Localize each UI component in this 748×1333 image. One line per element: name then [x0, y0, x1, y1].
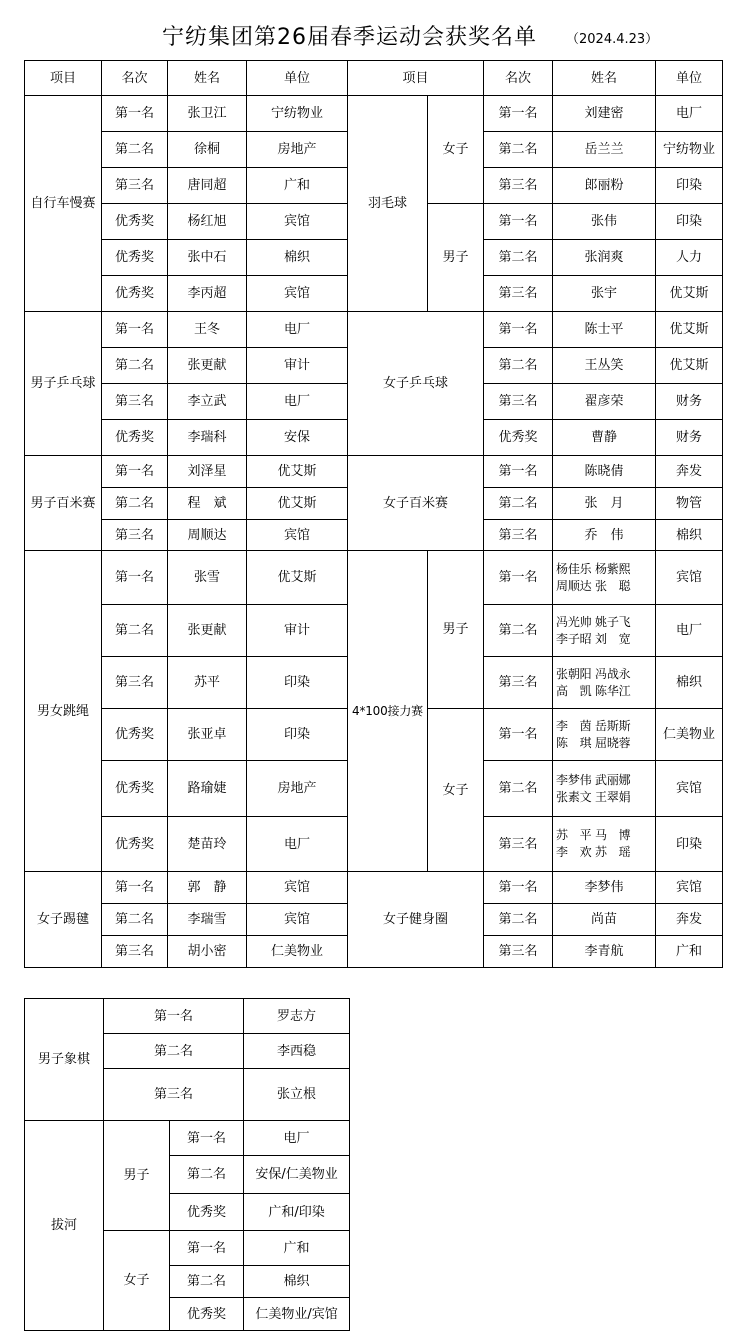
name-cell: 张卫江 — [168, 96, 247, 132]
header-event: 项目 — [25, 61, 102, 96]
rank-cell: 第二名 — [104, 1034, 244, 1069]
name-cell: 王丛笑 — [553, 348, 656, 384]
unit-cell: 棉织 — [656, 520, 723, 551]
name-cell: 张宇 — [553, 276, 656, 312]
main-awards-table — [24, 60, 723, 968]
rank-cell: 优秀奖 — [102, 240, 168, 276]
unit-cell: 仁美物业 — [656, 709, 723, 761]
unit-cell: 电厂 — [244, 1121, 350, 1156]
unit-cell: 宾馆 — [247, 204, 348, 240]
unit-cell: 优艾斯 — [247, 456, 348, 488]
name-cell: 陈士平 — [553, 312, 656, 348]
name-cell: 徐桐 — [168, 132, 247, 168]
unit-cell: 奔发 — [656, 456, 723, 488]
name-cell: 岳兰兰 — [553, 132, 656, 168]
team-names-cell — [553, 761, 656, 817]
name-cell: 张 月 — [553, 488, 656, 520]
table-row — [25, 999, 350, 1034]
table-row — [25, 96, 723, 132]
name-cell: 程 斌 — [168, 488, 247, 520]
unit-cell: 广和 — [244, 1231, 350, 1266]
rank-cell: 第一名 — [102, 96, 168, 132]
unit-cell: 广和/印染 — [244, 1194, 350, 1231]
event-cell: 女子乒乓球 — [348, 312, 484, 456]
rank-cell: 第一名 — [102, 872, 168, 904]
gender-cell: 男子 — [428, 551, 484, 709]
unit-cell: 优艾斯 — [656, 312, 723, 348]
secondary-awards-table — [24, 998, 350, 1331]
name-cell: 李梦伟 — [553, 872, 656, 904]
name-cell: 郭 静 — [168, 872, 247, 904]
rank-cell: 第一名 — [170, 1121, 244, 1156]
rank-cell: 第三名 — [102, 520, 168, 551]
event-cell: 男子乒乓球 — [25, 312, 102, 456]
name-cell: 李丙超 — [168, 276, 247, 312]
unit-cell: 印染 — [656, 168, 723, 204]
event-cell: 4*100接力赛 — [348, 551, 428, 872]
rank-cell: 第三名 — [484, 936, 553, 968]
header-event-right: 项目 — [348, 61, 484, 96]
unit-cell: 棉织 — [244, 1266, 350, 1298]
unit-cell: 房地产 — [247, 132, 348, 168]
rank-cell: 第一名 — [102, 456, 168, 488]
team-names-line: 周顺达 张 聪 — [556, 578, 631, 593]
name-cell: 周顺达 — [168, 520, 247, 551]
unit-cell: 宾馆 — [656, 761, 723, 817]
unit-cell: 宾馆 — [656, 551, 723, 605]
name-cell: 张立根 — [244, 1069, 350, 1121]
unit-cell: 审计 — [247, 348, 348, 384]
rank-cell: 第三名 — [104, 1069, 244, 1121]
rank-cell: 第一名 — [484, 204, 553, 240]
unit-cell: 印染 — [656, 817, 723, 872]
rank-cell: 优秀奖 — [102, 761, 168, 817]
rank-cell: 第一名 — [102, 551, 168, 605]
team-names-line: 冯光帅 姚子飞 — [556, 614, 631, 629]
table-row — [25, 456, 723, 488]
name-cell: 刘建密 — [553, 96, 656, 132]
unit-cell: 宾馆 — [247, 276, 348, 312]
team-names-cell — [553, 551, 656, 605]
unit-cell: 宾馆 — [247, 520, 348, 551]
rank-cell: 第三名 — [484, 520, 553, 551]
name-cell: 曹静 — [553, 420, 656, 456]
rank-cell: 第二名 — [484, 605, 553, 657]
name-cell: 李青航 — [553, 936, 656, 968]
rank-cell: 优秀奖 — [102, 204, 168, 240]
team-names-cell — [553, 657, 656, 709]
rank-cell: 第二名 — [102, 348, 168, 384]
unit-cell: 电厂 — [247, 817, 348, 872]
gender-cell: 男子 — [428, 204, 484, 312]
name-cell: 李瑞科 — [168, 420, 247, 456]
rank-cell: 优秀奖 — [102, 276, 168, 312]
rank-cell: 第二名 — [102, 605, 168, 657]
gender-cell: 男子 — [104, 1121, 170, 1231]
name-cell: 李瑞雪 — [168, 904, 247, 936]
team-names-line: 李 欢 苏 瑶 — [556, 845, 631, 859]
document-title — [0, 20, 748, 52]
name-cell: 楚苗玲 — [168, 817, 247, 872]
rank-cell: 第三名 — [102, 657, 168, 709]
unit-cell: 印染 — [247, 657, 348, 709]
unit-cell: 宾馆 — [247, 904, 348, 936]
unit-cell: 棉织 — [247, 240, 348, 276]
event-cell: 男子百米赛 — [25, 456, 102, 551]
name-cell: 罗志方 — [244, 999, 350, 1034]
unit-cell: 宾馆 — [656, 872, 723, 904]
unit-cell: 仁美物业/宾馆 — [244, 1298, 350, 1331]
unit-cell: 物管 — [656, 488, 723, 520]
rank-cell: 第三名 — [484, 657, 553, 709]
gender-cell: 女子 — [428, 96, 484, 204]
unit-cell: 棉织 — [656, 657, 723, 709]
header-name-right: 姓名 — [553, 61, 656, 96]
name-cell: 王冬 — [168, 312, 247, 348]
name-cell: 李西稳 — [244, 1034, 350, 1069]
title-text: 宁纺集团第26届春季运动会获奖名单 — [162, 25, 537, 50]
event-cell: 女子百米赛 — [348, 456, 484, 551]
team-names-line: 李梦伟 武丽娜 — [556, 772, 631, 787]
table-row — [25, 551, 723, 605]
event-cell: 女子踢毽 — [25, 872, 102, 968]
team-names-line: 张朝阳 冯战永 — [556, 666, 631, 681]
name-cell: 杨红旭 — [168, 204, 247, 240]
team-names-line: 李 茵 岳斯斯 — [556, 718, 631, 733]
name-cell: 乔 伟 — [553, 520, 656, 551]
unit-cell: 电厂 — [247, 384, 348, 420]
table-row — [25, 312, 723, 348]
unit-cell: 印染 — [656, 204, 723, 240]
name-cell: 胡小密 — [168, 936, 247, 968]
event-cell: 女子健身圈 — [348, 872, 484, 968]
gender-cell: 女子 — [428, 709, 484, 872]
table-row — [25, 872, 723, 904]
unit-cell: 优艾斯 — [656, 276, 723, 312]
rank-cell: 第三名 — [484, 276, 553, 312]
unit-cell: 印染 — [247, 709, 348, 761]
rank-cell: 第二名 — [484, 348, 553, 384]
rank-cell: 第二名 — [102, 904, 168, 936]
rank-cell: 第二名 — [170, 1156, 244, 1194]
unit-cell: 宁纺物业 — [247, 96, 348, 132]
rank-cell: 第一名 — [484, 872, 553, 904]
name-cell: 郎丽粉 — [553, 168, 656, 204]
unit-cell: 奔发 — [656, 904, 723, 936]
team-names-cell — [553, 817, 656, 872]
rank-cell: 第二名 — [170, 1266, 244, 1298]
rank-cell: 优秀奖 — [170, 1194, 244, 1231]
title-date: （2024.4.23） — [566, 32, 659, 47]
rank-cell: 第二名 — [102, 488, 168, 520]
header-row — [25, 61, 723, 96]
unit-cell: 财务 — [656, 384, 723, 420]
rank-cell: 第三名 — [102, 384, 168, 420]
unit-cell: 房地产 — [247, 761, 348, 817]
name-cell: 张伟 — [553, 204, 656, 240]
team-names-line: 苏 平 马 博 — [556, 828, 631, 842]
rank-cell: 第二名 — [484, 904, 553, 936]
name-cell: 路瑜婕 — [168, 761, 247, 817]
table-row — [25, 1121, 350, 1156]
rank-cell: 第三名 — [484, 168, 553, 204]
rank-cell: 第三名 — [484, 817, 553, 872]
rank-cell: 优秀奖 — [102, 420, 168, 456]
name-cell: 陈晓倩 — [553, 456, 656, 488]
team-names-line: 张素文 王翠娟 — [556, 789, 631, 804]
unit-cell: 优艾斯 — [656, 348, 723, 384]
header-rank-right: 名次 — [484, 61, 553, 96]
unit-cell: 宾馆 — [247, 872, 348, 904]
name-cell: 唐同超 — [168, 168, 247, 204]
rank-cell: 第二名 — [484, 132, 553, 168]
unit-cell: 宁纺物业 — [656, 132, 723, 168]
name-cell: 张润爽 — [553, 240, 656, 276]
rank-cell: 优秀奖 — [170, 1298, 244, 1331]
header-unit: 单位 — [247, 61, 348, 96]
team-names-cell — [553, 709, 656, 761]
unit-cell: 仁美物业 — [247, 936, 348, 968]
header-rank: 名次 — [102, 61, 168, 96]
unit-cell: 广和 — [656, 936, 723, 968]
gender-cell: 女子 — [104, 1231, 170, 1331]
name-cell: 张更献 — [168, 348, 247, 384]
team-names-line: 高 凯 陈华江 — [556, 683, 631, 698]
name-cell: 苏平 — [168, 657, 247, 709]
unit-cell: 财务 — [656, 420, 723, 456]
rank-cell: 优秀奖 — [102, 817, 168, 872]
unit-cell: 优艾斯 — [247, 551, 348, 605]
event-cell: 男女跳绳 — [25, 551, 102, 872]
team-names-line: 李子昭 刘 宽 — [556, 631, 631, 646]
rank-cell: 第一名 — [484, 551, 553, 605]
rank-cell: 第一名 — [102, 312, 168, 348]
rank-cell: 第二名 — [484, 488, 553, 520]
event-cell: 自行车慢赛 — [25, 96, 102, 312]
rank-cell: 第三名 — [484, 384, 553, 420]
event-cell: 拔河 — [25, 1121, 104, 1331]
rank-cell: 第三名 — [102, 168, 168, 204]
unit-cell: 审计 — [247, 605, 348, 657]
rank-cell: 优秀奖 — [102, 709, 168, 761]
name-cell: 尚苗 — [553, 904, 656, 936]
unit-cell: 电厂 — [247, 312, 348, 348]
unit-cell: 人力 — [656, 240, 723, 276]
event-cell: 羽毛球 — [348, 96, 428, 312]
rank-cell: 第三名 — [102, 936, 168, 968]
rank-cell: 第一名 — [484, 709, 553, 761]
name-cell: 张雪 — [168, 551, 247, 605]
team-names-line: 杨佳乐 杨紫熙 — [556, 561, 631, 576]
unit-cell: 广和 — [247, 168, 348, 204]
unit-cell: 优艾斯 — [247, 488, 348, 520]
rank-cell: 第二名 — [484, 240, 553, 276]
header-unit-right: 单位 — [656, 61, 723, 96]
name-cell: 张更献 — [168, 605, 247, 657]
name-cell: 刘泽星 — [168, 456, 247, 488]
name-cell: 张亚卓 — [168, 709, 247, 761]
unit-cell: 安保/仁美物业 — [244, 1156, 350, 1194]
rank-cell: 第一名 — [484, 456, 553, 488]
rank-cell: 第一名 — [484, 96, 553, 132]
name-cell: 李立武 — [168, 384, 247, 420]
event-cell: 男子象棋 — [25, 999, 104, 1121]
team-names-line: 陈 琪 屈晓蓉 — [556, 735, 631, 750]
header-name: 姓名 — [168, 61, 247, 96]
rank-cell: 第一名 — [104, 999, 244, 1034]
unit-cell: 安保 — [247, 420, 348, 456]
unit-cell: 电厂 — [656, 96, 723, 132]
rank-cell: 第一名 — [170, 1231, 244, 1266]
unit-cell: 电厂 — [656, 605, 723, 657]
rank-cell: 第二名 — [102, 132, 168, 168]
rank-cell: 第一名 — [484, 312, 553, 348]
team-names-cell — [553, 605, 656, 657]
rank-cell: 第二名 — [484, 761, 553, 817]
name-cell: 张中石 — [168, 240, 247, 276]
name-cell: 翟彦荣 — [553, 384, 656, 420]
rank-cell: 优秀奖 — [484, 420, 553, 456]
